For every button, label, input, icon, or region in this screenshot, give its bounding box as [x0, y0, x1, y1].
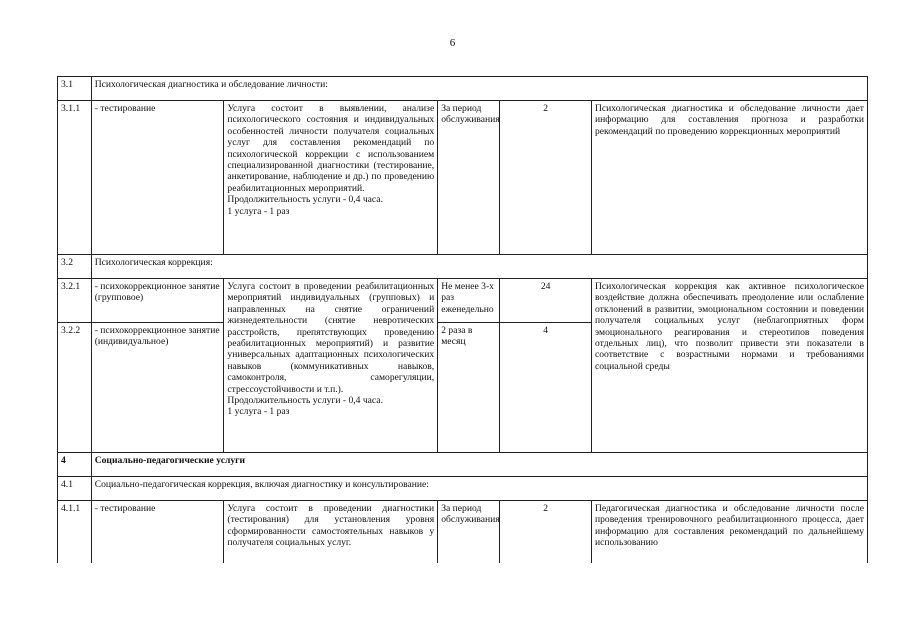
service-row — [58, 501, 868, 563]
row-number: 4.1.1 — [58, 501, 92, 563]
section-row — [58, 77, 868, 101]
service-description: Услуга состоит в проведении диагностики (тестирования) для установления уровня сформированности самостоятельных навыков у получателя социальных услуг. — [224, 501, 438, 563]
row-number: 3.2 — [58, 255, 92, 279]
row-number: 3.1.1 — [58, 101, 92, 255]
service-duration: Продолжительность услуги - 0,4 часа. — [227, 194, 383, 206]
service-period: Не менее 3-х раз еженедельно — [438, 279, 500, 323]
service-period: За период обслуживания — [438, 101, 500, 255]
service-result: Педагогическая диагностика и обследование личности после проведения тренировочного реабилитационного процесса, дает информацию для составления рекомендаций по дальнейшему использованию — [591, 501, 867, 563]
row-number: 3.1 — [58, 77, 92, 101]
service-name: - тестирование — [91, 501, 224, 563]
service-count: 4 — [500, 323, 592, 453]
service-row — [58, 279, 868, 323]
row-number: 3.2.2 — [58, 323, 92, 453]
service-result: Психологическая диагностика и обследование личности дает информацию для составления прогноза и разработки рекомендаций по проведению коррекционных мероприятий — [591, 101, 867, 255]
section-title: Психологическая диагностика и обследование личности: — [91, 77, 867, 101]
service-unit: 1 услуга - 1 раз — [227, 205, 290, 217]
service-description: Услуга состоит в выявлении, анализе психологического состояния и индивидуальных особенностей личности получателя социальных услуг для составления рекомендаций по психологической коррекции с использованием специализированной диагностики (тестирование, анкетирование, наблюдение и др.) по проведению реабилитационных мероприятий. — [227, 103, 435, 194]
service-count: 2 — [500, 501, 592, 563]
service-row — [58, 101, 868, 255]
service-count: 24 — [500, 279, 592, 323]
service-name: - психокоррекционное занятие (групповое) — [91, 279, 224, 323]
service-result: Психологическая коррекция как активное психологическое воздействие должна обеспечивать преодоление или ослабление отклонений в развитии, эмоциональном состоянии и поведении получателя социальных услуг (неблагоприятных форм эмоционального реагирования и стереотипов поведения отдельных лиц), что позволит привести эти показатели в соответствие с возрастными нормами и требованиями социальной среды — [591, 279, 867, 453]
section-title: Социально-педагогическая коррекция, включая диагностику и консультирование: — [91, 477, 867, 501]
service-unit: 1 услуга - 1 раз — [227, 406, 290, 418]
page-number: 6 — [449, 37, 456, 49]
row-number: 4 — [58, 453, 92, 477]
services-table — [57, 76, 868, 563]
row-number: 4.1 — [58, 477, 92, 501]
section-row — [58, 477, 868, 501]
row-number: 3.2.1 — [58, 279, 92, 323]
chapter-title: Социально-педагогические услуги — [91, 453, 867, 477]
service-period: 2 раза в месяц — [438, 323, 500, 453]
section-row — [58, 255, 868, 279]
service-period: За период обслуживания — [438, 501, 500, 563]
service-description-cell — [224, 101, 438, 255]
chapter-row — [58, 453, 868, 477]
service-name: - психокоррекционное занятие (индивидуальное) — [91, 323, 224, 453]
service-count: 2 — [500, 101, 592, 255]
service-name: - тестирование — [91, 101, 224, 255]
section-title: Психологическая коррекция: — [91, 255, 867, 279]
service-description: Услуга состоит в проведении реабилитационных мероприятий индивидуальных (групповых) и направленных на снятие ограничений жизнедеятельности (снятие невротических расстройств, препятствующих проведению реабилитационных мероприятий) и развитие универсальных адаптационных психологических навыков (коммуникативных навыков, самоконтроля, саморегуляции, стрессоустойчивости и т.п.). — [227, 281, 435, 395]
service-duration: Продолжительность услуги - 0,4 часа. — [227, 395, 383, 407]
service-description-cell — [224, 279, 438, 453]
